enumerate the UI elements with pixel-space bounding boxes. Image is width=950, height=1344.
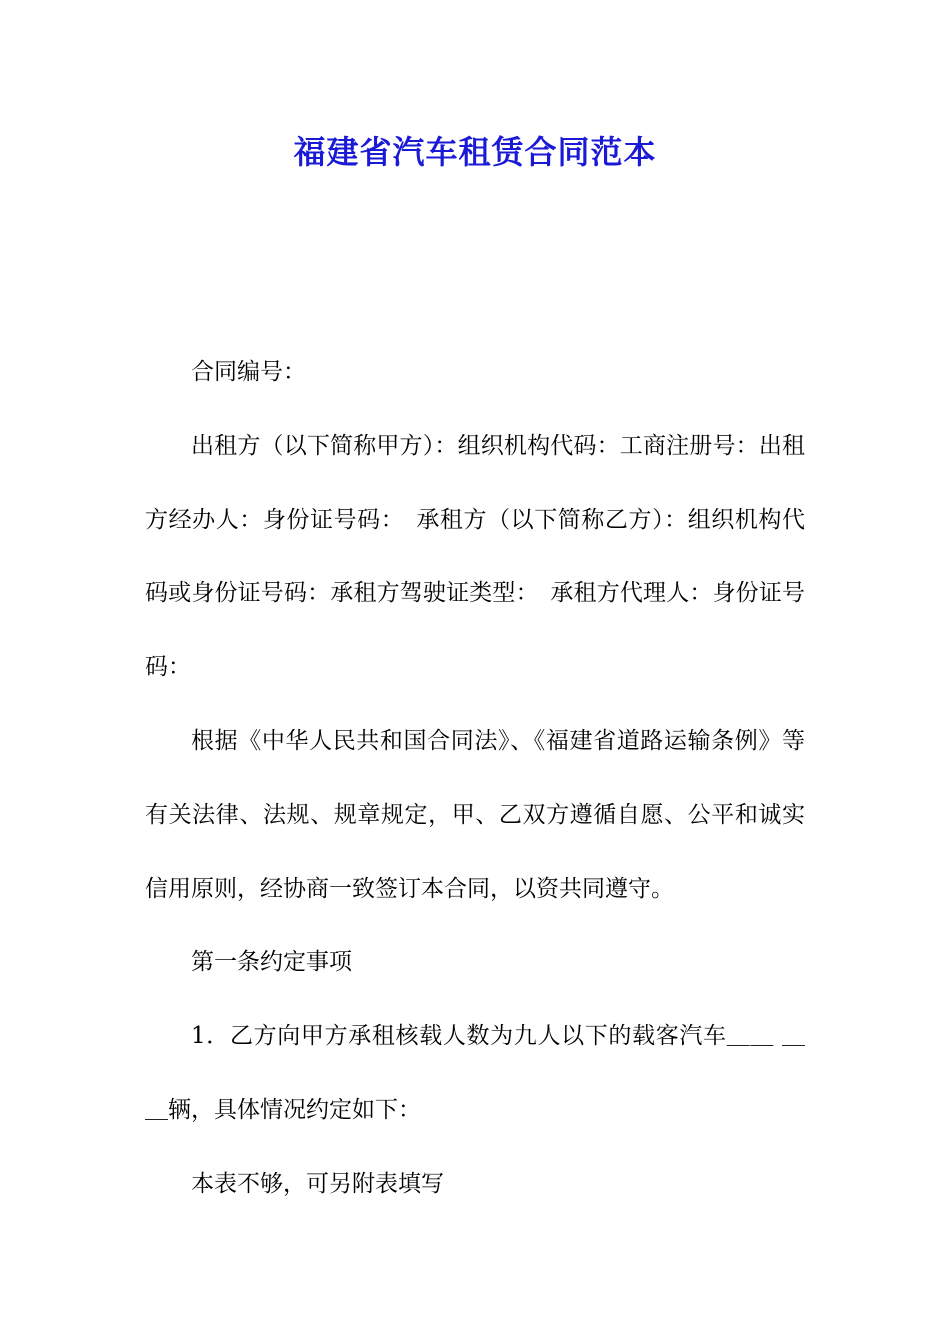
document-title: 福建省汽车租赁合同范本 — [293, 133, 657, 171]
parties-paragraph: 出租方（以下简称甲方）：组织机构代码：工商注册号：出租方经办人：身份证号码： 承租方（以下简称乙方）：组织机构代码或身份证号码：承租方驾驶证类型： 承租方代理人：身份证号码： — [145, 432, 805, 681]
document-body — [145, 336, 805, 1222]
article-one-heading: 第一条约定事项 — [191, 949, 352, 976]
legal-basis-paragraph: 根据《中华人民共和国合同法》、《福建省道路运输条例》等有关法律、法规、规章规定，甲、乙双方遵循自愿、公平和诚实信用原则，经协商一致签订本合同，以资共同遵守。 — [145, 727, 805, 902]
table-note-paragraph: 本表不够，可另附表填写 — [191, 1170, 444, 1197]
contract-number-paragraph: 合同编号： — [191, 359, 306, 385]
rental-vehicles-paragraph: 1．乙方向甲方承租核载人数为九人以下的载客汽车＿＿ ＿＿辆，具体情况约定如下： — [145, 1023, 805, 1123]
